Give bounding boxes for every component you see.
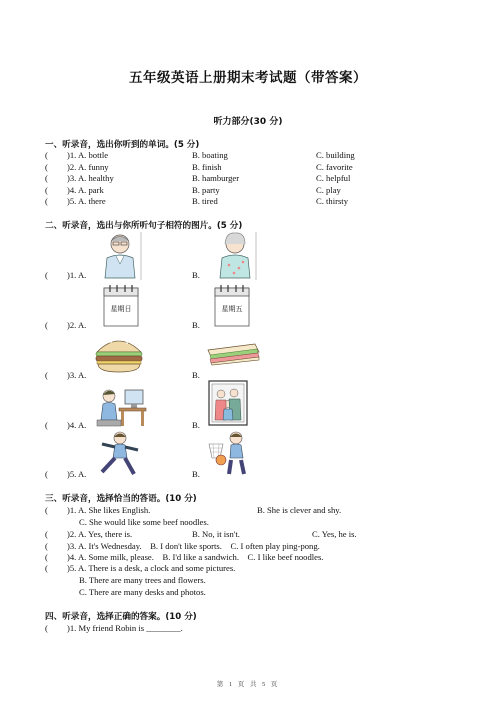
q1-option-b: B. She is clever and shy. [257,505,342,515]
paren: ( [45,563,48,573]
calendar-day-label: 星期五 [221,305,243,313]
paren: ( [45,150,48,160]
section1-heading: 一、听录音，选出你听到的单词。(5 分) [45,140,200,150]
option-b: B. hamburger [192,173,240,183]
calendar-day-label: 星期日 [110,305,132,313]
paren: ( [45,623,48,633]
option-b-label: B. [192,420,200,430]
option-a-label: )4. A. [67,420,87,430]
option-c: C. thirsty [316,196,348,206]
q5-option-a: )5. A. There is a desk, a clock and some pictures. [67,563,236,573]
calendar-friday-picture [214,284,250,328]
section2-heading: 二、听录音，选出与你所听句子相符的图片。(5 分) [45,221,243,231]
paren: ( [45,469,48,479]
option-b-label: B. [192,469,200,479]
paren: ( [45,505,48,515]
paren: ( [45,162,48,172]
option-a: )5. A. there [67,196,106,206]
hamburger-picture [93,334,145,374]
paren: ( [45,185,48,195]
option-c: C. favorite [316,162,353,172]
option-b: B. finish [192,162,222,172]
q5-option-b: B. There are many trees and flowers. [79,575,206,585]
paren: ( [45,552,48,562]
paren: ( [45,173,48,183]
option-a: )2. A. funny [67,162,109,172]
family-photo-picture [208,380,248,426]
section4-heading: 四、听录音，选择正确的答案。(10 分) [45,612,197,622]
q1-option-c: C. She would like some beef noodles. [79,517,209,527]
option-b-label: B. [192,270,200,280]
section4-q1: )1. My friend Robin is ________. [67,623,183,633]
option-c: C. play [316,185,341,195]
q4-options: )4. A. Some milk, please. B. I'd like a sandwich. C. I like beef noodles. [67,552,324,562]
grandma-picture [212,230,260,282]
option-b-label: B. [192,320,200,330]
sandwich-picture [205,340,261,366]
paren: ( [45,270,48,280]
calendar-sunday-picture [103,284,139,328]
paren: ( [45,420,48,430]
q5-option-c: C. There are many desks and photos. [79,587,206,597]
option-a: )4. A. park [67,185,104,195]
paren: ( [45,370,48,380]
option-b: B. party [192,185,220,195]
option-a: )3. A. healthy [67,173,114,183]
option-b: B. tired [192,196,218,206]
option-c: C. building [316,150,355,160]
paren: ( [45,196,48,206]
listening-part-heading: 听力部分(30 分) [213,117,283,127]
page-footer: 第 1 页 共 5 页 [216,681,280,688]
grandpa-picture [97,230,145,282]
kungfu-boy-picture [96,430,144,478]
option-c: C. helpful [316,173,351,183]
paren: ( [45,541,48,551]
q1-option-a: )1. A. She likes English. [67,505,151,515]
option-a-label: )3. A. [67,370,87,380]
paren: ( [45,529,48,539]
option-a-label: )5. A. [67,469,87,479]
boy-computer-picture [95,382,147,428]
option-b: B. boating [192,150,228,160]
option-a: )1. A. bottle [67,150,109,160]
section3-heading: 三、听录音，选择恰当的答语。(10 分) [45,494,197,504]
option-b-label: B. [192,370,200,380]
q2-option-a: )2. A. Yes, there is. [67,529,133,539]
basketball-boy-picture [205,430,255,478]
page-title: 五年级英语上册期末考试题（带答案） [129,70,367,86]
paren: ( [45,320,48,330]
option-a-label: )2. A. [67,320,87,330]
q2-option-b: B. No, it isn't. [192,529,240,539]
option-a-label: )1. A. [67,270,87,280]
q3-options: )3. A. It's Wednesday. B. I don't like sports. C. I often play ping-pong. [67,541,320,551]
q2-option-c: C. Yes, he is. [312,529,357,539]
